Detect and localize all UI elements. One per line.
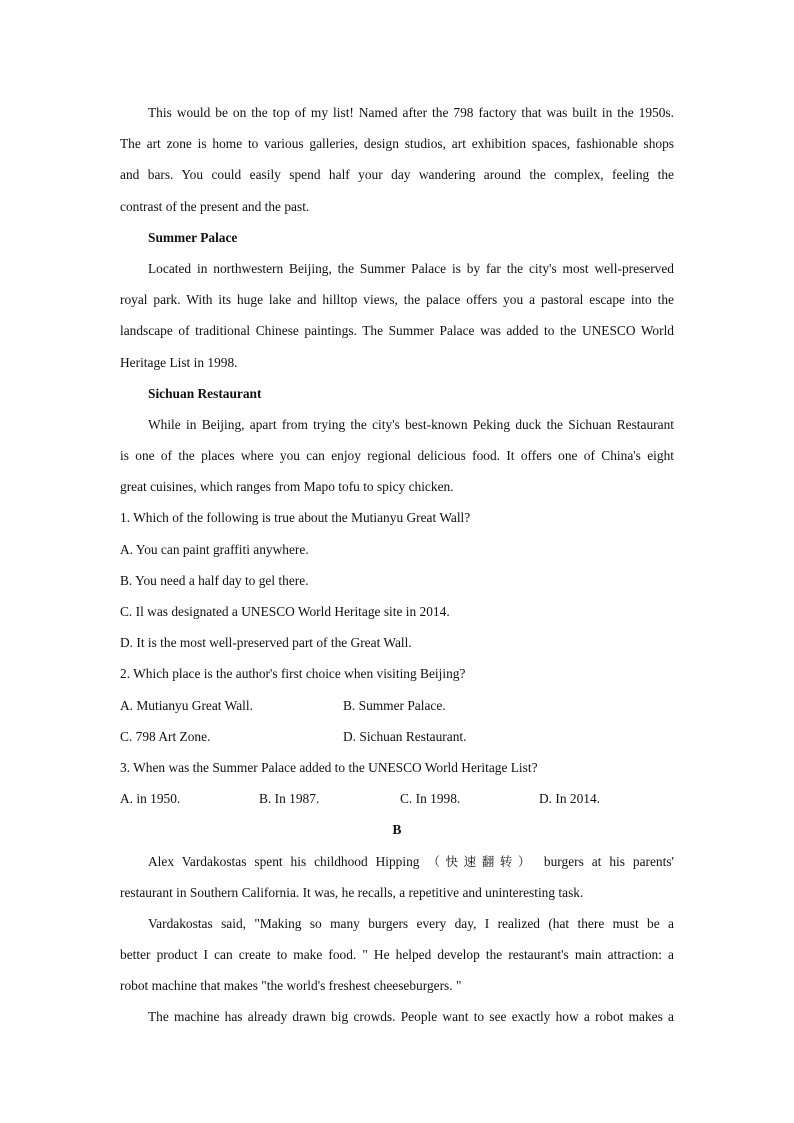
answer-option: C. 798 Art Zone.	[120, 728, 211, 744]
text-line: Heritage List in 1998.	[120, 354, 238, 370]
text-line: restaurant in Southern California. It was, he recalls, a repetitive and uninteresting task.	[120, 884, 584, 900]
answer-option: D. It is the most well-preserved part of the Great Wall.	[120, 635, 412, 651]
answer-option: B. Summer Palace.	[343, 697, 446, 713]
text-line	[120, 846, 674, 877]
answer-option: C. In 1998.	[400, 791, 461, 807]
text-line: Vardakostas said, "Making so many burgers every day, I realized (hat there must be a	[148, 915, 674, 931]
question-stem: 2. Which place is the author's first choice when visiting Beijing?	[120, 666, 466, 682]
answer-option-row	[120, 783, 674, 814]
text-line: This would be on the top of my list! Named after the 798 factory that was built in the 1950s.	[148, 105, 674, 120]
answer-option-row	[120, 721, 674, 752]
text-line: landscape of traditional Chinese paintings. The Summer Palace was added to the UNESCO World	[120, 323, 674, 339]
text-line: The art zone is home to various galleries, design studios, art exhibition spaces, fashionable shops	[120, 136, 674, 152]
answer-option: D. Sichuan Restaurant.	[343, 728, 467, 744]
text-line: robot machine that makes "the world's freshest cheeseburgers. "	[120, 978, 462, 994]
text-line: While in Beijing, apart from trying the city's best-known Peking duck the Sichuan Restaurant	[148, 416, 674, 432]
text-line: royal park. With its huge lake and hilltop views, the palace offers you a pastoral escape into the	[120, 292, 674, 308]
text-line: Located in northwestern Beijing, the Summer Palace is by far the city's most well-preserved	[148, 260, 674, 276]
section-heading-summer-palace: Summer Palace	[148, 229, 238, 245]
answer-option: C. Il was designated a UNESCO World Heritage site in 2014.	[120, 604, 450, 619]
question-stem: 1. Which of the following is true about the Mutianyu Great Wall?	[120, 510, 471, 526]
text-line: and bars. You could easily spend half your day wandering around the complex, feeling the	[120, 167, 674, 183]
text-line: contrast of the present and the past.	[120, 198, 310, 214]
answer-option: B. You need a half day to gel there.	[120, 572, 309, 588]
answer-option: A. You can paint graffiti anywhere.	[120, 541, 309, 557]
text-line: better product I can create to make food. " He helped develop the restaurant's main attraction: a	[120, 947, 674, 963]
section-heading-sichuan-restaurant: Sichuan Restaurant	[148, 385, 262, 401]
chinese-gloss: （快速翻转）	[427, 853, 536, 869]
answer-option-row	[120, 690, 674, 721]
section-heading-b: B	[392, 822, 402, 838]
answer-option: A. Mutianyu Great Wall.	[120, 697, 253, 713]
text-fragment: Alex Vardakostas spent his childhood Hipping	[148, 853, 420, 869]
question-stem: 3. When was the Summer Palace added to the UNESCO World Heritage List?	[120, 759, 538, 775]
answer-option: D. In 2014.	[539, 791, 600, 807]
text-line: great cuisines, which ranges from Mapo tofu to spicy chicken.	[120, 479, 454, 495]
text-line: is one of the places where you can enjoy regional delicious food. It offers one of China's eight	[120, 448, 674, 464]
text-line: The machine has already drawn big crowds. People want to see exactly how a robot makes a	[148, 1009, 674, 1025]
text-fragment: burgers at his parents'	[543, 853, 674, 869]
answer-option: B. In 1987.	[259, 791, 320, 807]
page-content	[120, 97, 674, 1033]
answer-option: A. in 1950.	[120, 791, 181, 807]
